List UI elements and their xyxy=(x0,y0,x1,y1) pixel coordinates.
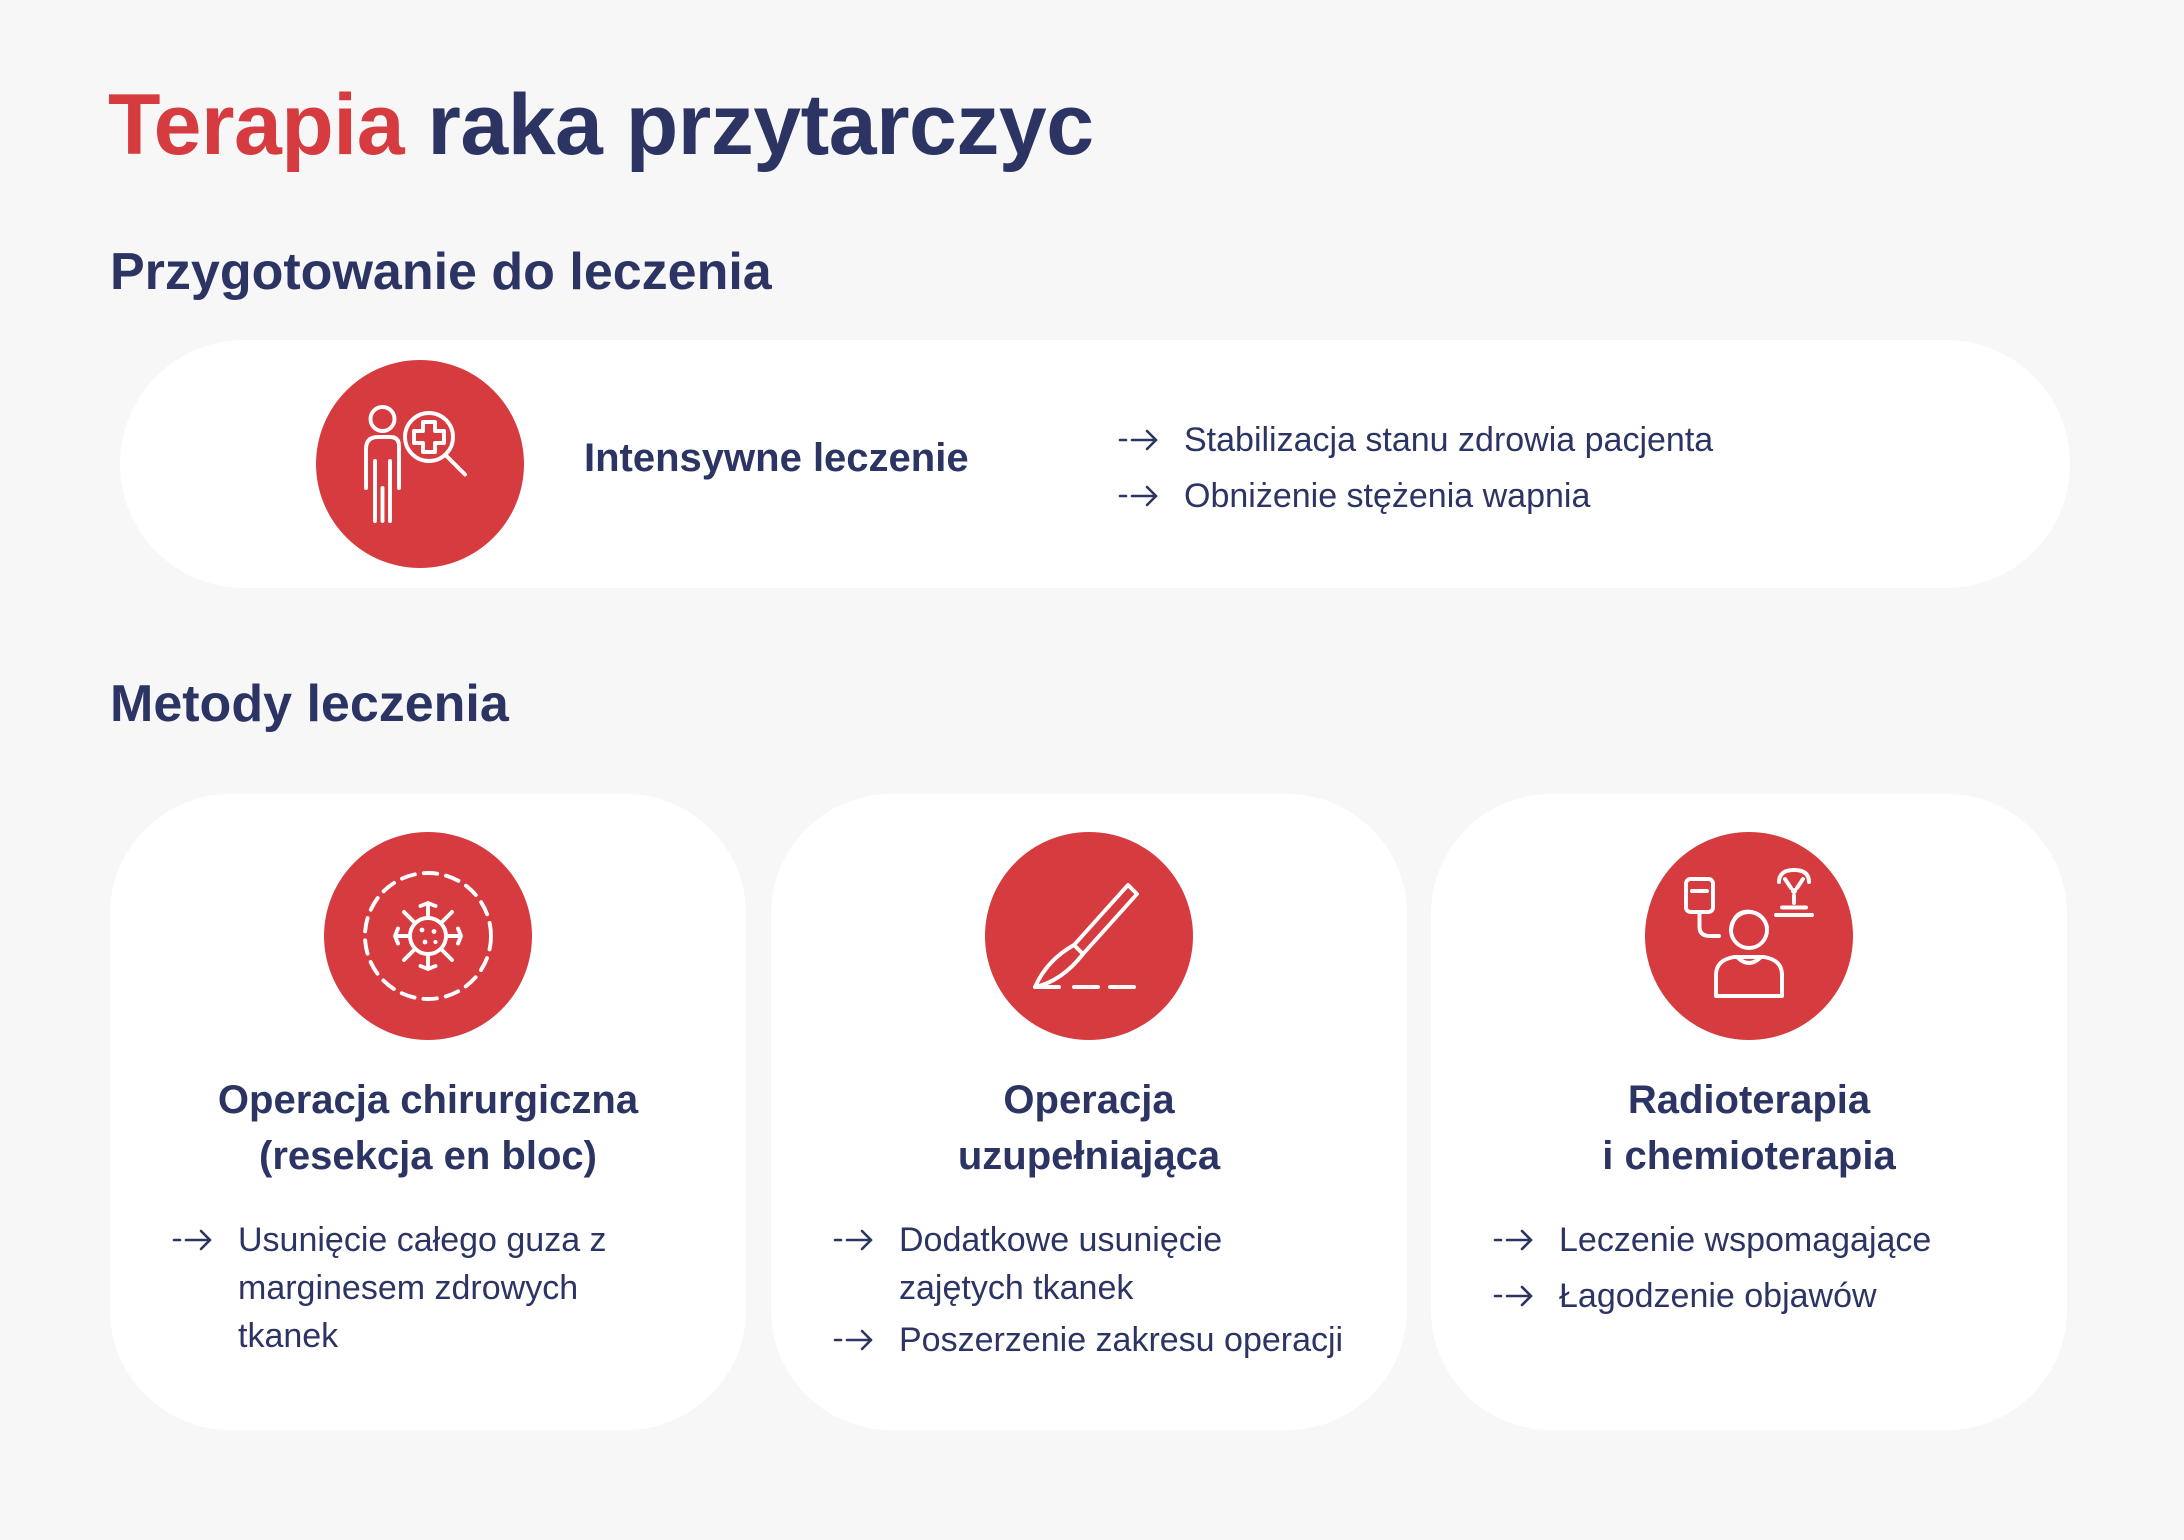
method-title-line: uzupełniająca xyxy=(957,1134,1221,1178)
patient-examination-icon xyxy=(316,360,524,568)
tumor-resection-icon xyxy=(324,832,532,1040)
list-item-text: Obniżenie stężenia wapnia xyxy=(1184,477,1591,515)
scalpel-icon xyxy=(985,832,1193,1040)
method-card-supplementary xyxy=(771,794,1407,1430)
preparation-list xyxy=(1118,416,1713,524)
method-title-line: (resekcja en bloc) xyxy=(259,1134,597,1178)
method-title-line: Radioterapia xyxy=(1627,1078,1871,1122)
arrow-right-icon xyxy=(1493,1272,1559,1324)
list-item-text: Stabilizacja stanu zdrowia pacjenta xyxy=(1184,421,1714,459)
list-item xyxy=(1493,1216,2047,1268)
arrow-right-icon xyxy=(833,1216,899,1268)
list-item xyxy=(1493,1272,2047,1324)
title-rest: raka przytarczyc xyxy=(404,77,1094,173)
list-item-text: Poszerzenie zakresu operacji xyxy=(899,1321,1344,1359)
list-item xyxy=(172,1216,726,1360)
arrow-right-icon xyxy=(172,1216,238,1268)
method-title-line: i chemioterapia xyxy=(1602,1134,1896,1178)
preparation-label: Intensywne leczenie xyxy=(584,436,969,480)
method-card-radio-chemo xyxy=(1431,794,2067,1430)
preparation-card xyxy=(120,340,2070,588)
method-card-surgery xyxy=(110,794,746,1430)
list-item-text: Łagodzenie objawów xyxy=(1559,1277,1877,1315)
method-list xyxy=(1493,1216,2047,1324)
method-list xyxy=(833,1216,1387,1368)
page-title xyxy=(108,78,1094,173)
section-heading-methods: Metody leczenia xyxy=(110,675,509,733)
arrow-right-icon xyxy=(1118,472,1184,524)
arrow-right-icon xyxy=(1118,416,1184,468)
method-title-line: Operacja xyxy=(1003,1078,1175,1122)
radio-chemotherapy-icon xyxy=(1645,832,1853,1040)
method-list xyxy=(172,1216,726,1360)
list-item-text: Leczenie wspomagające xyxy=(1559,1221,1932,1259)
list-item xyxy=(1118,416,1713,468)
arrow-right-icon xyxy=(1493,1216,1559,1268)
method-title xyxy=(1431,1072,2067,1184)
arrow-right-icon xyxy=(833,1316,899,1368)
method-title xyxy=(110,1072,746,1184)
method-title xyxy=(771,1072,1407,1184)
list-item-text: Dodatkowe usunięcie zajętych tkanek xyxy=(899,1221,1223,1307)
list-item xyxy=(1118,472,1713,524)
title-accent: Terapia xyxy=(108,77,405,173)
section-heading-preparation: Przygotowanie do leczenia xyxy=(110,243,772,301)
method-title-line: Operacja chirurgiczna xyxy=(217,1078,639,1122)
list-item xyxy=(833,1216,1387,1312)
list-item xyxy=(833,1316,1387,1368)
list-item-text: Usunięcie całego guza z marginesem zdrowych tkanek xyxy=(238,1221,607,1355)
